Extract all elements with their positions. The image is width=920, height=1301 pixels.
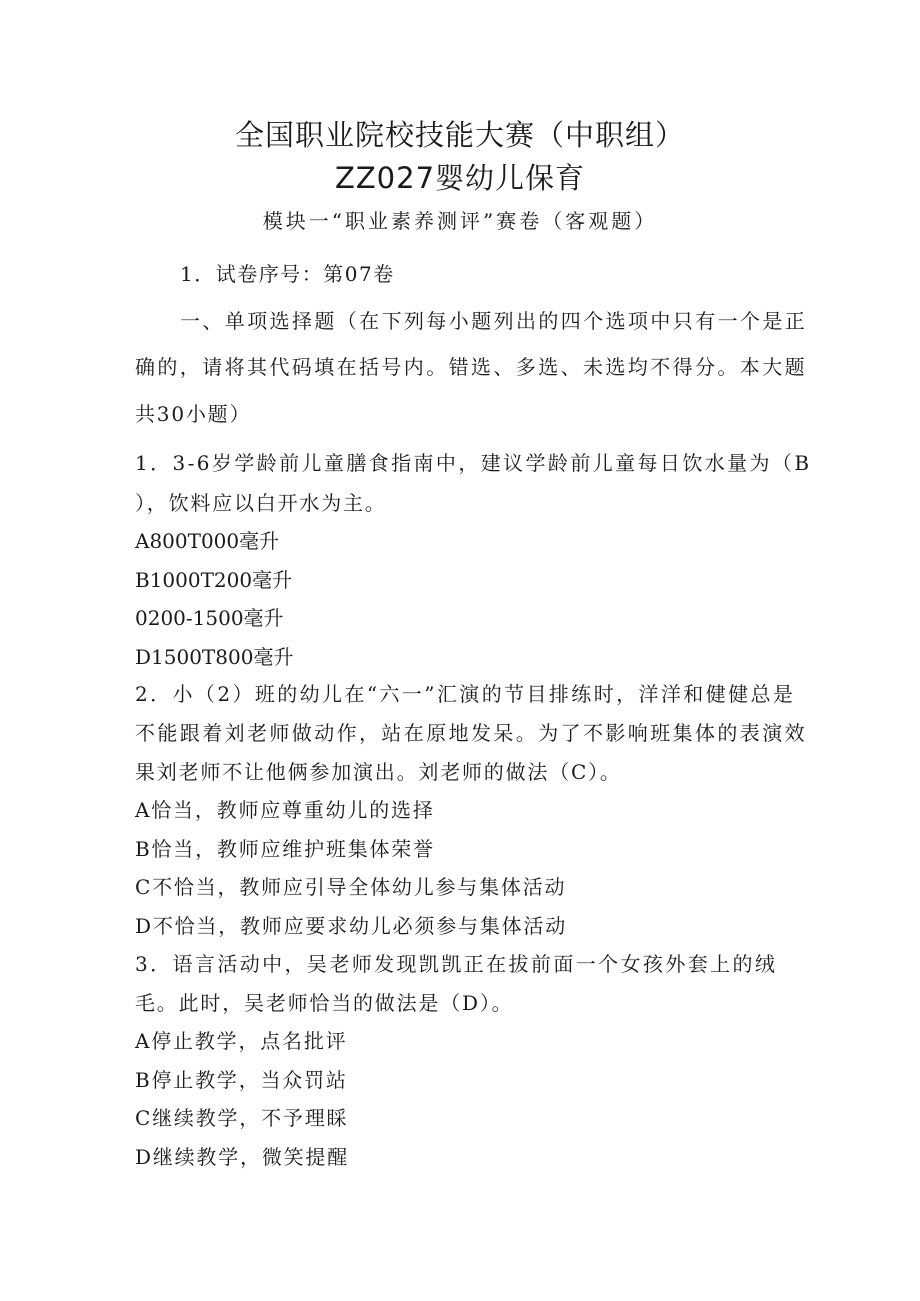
option-a: A恰当，教师应尊重幼儿的选择 [135, 798, 435, 822]
option-a: A800T000毫升 [135, 529, 280, 553]
document-subtitle-code: ZZ027婴幼儿保育 [334, 161, 586, 195]
option-d: D不恰当，教师应要求幼儿必须参与集体活动 [135, 914, 568, 938]
option-b: B恰当，教师应维护班集体荣誉 [135, 837, 435, 861]
question-stem: 2．小（2）班的幼儿在“六一”汇演的节目排练时，洋洋和健健总是 [135, 682, 796, 706]
instruction-line: 共30小题） [135, 402, 252, 426]
module-subtitle: 模块一“职业素养测评”赛卷（客观题） [262, 209, 658, 233]
question-stem: 果刘老师不让他俩参加演出。刘老师的做法（C）。 [135, 760, 622, 784]
instruction-line: 一、单项选择题（在下列每小题列出的四个选项中只有一个是正 [180, 309, 808, 333]
option-c: C继续教学，不予理睬 [135, 1106, 349, 1130]
option-c: C不恰当，教师应引导全体幼儿参与集体活动 [135, 875, 567, 899]
option-a: A停止教学，点名批评 [135, 1029, 348, 1053]
option-c: 0200-1500毫升 [135, 606, 284, 630]
option-b: B1000T200毫升 [135, 568, 293, 592]
question-stem: ），饮料应以白开水为主。 [135, 491, 387, 515]
instruction-line: 确的，请将其代码填在括号内。错选、多选、未选均不得分。本大题 [135, 355, 807, 379]
question-stem: 毛。此时，吴老师恰当的做法是（D）。 [135, 991, 514, 1015]
document-title: 全国职业院校技能大赛（中职组） [234, 118, 685, 152]
option-b: B停止教学，当众罚站 [135, 1068, 348, 1092]
paper-number: 1．试卷序号：第07卷 [180, 262, 395, 286]
question-stem: 1．3-6岁学龄前儿童膳食指南中，建议学龄前儿童每日饮水量为（B [135, 451, 812, 475]
option-d: D继续教学，微笑提醒 [135, 1145, 350, 1169]
option-d: D1500T800毫升 [135, 645, 294, 669]
question-stem: 3．语言活动中，吴老师发现凯凯正在拔前面一个女孩外套上的绒 [135, 952, 778, 976]
question-stem: 不能跟着刘老师做动作，站在原地发呆。为了不影响班集体的表演效 [135, 721, 807, 745]
